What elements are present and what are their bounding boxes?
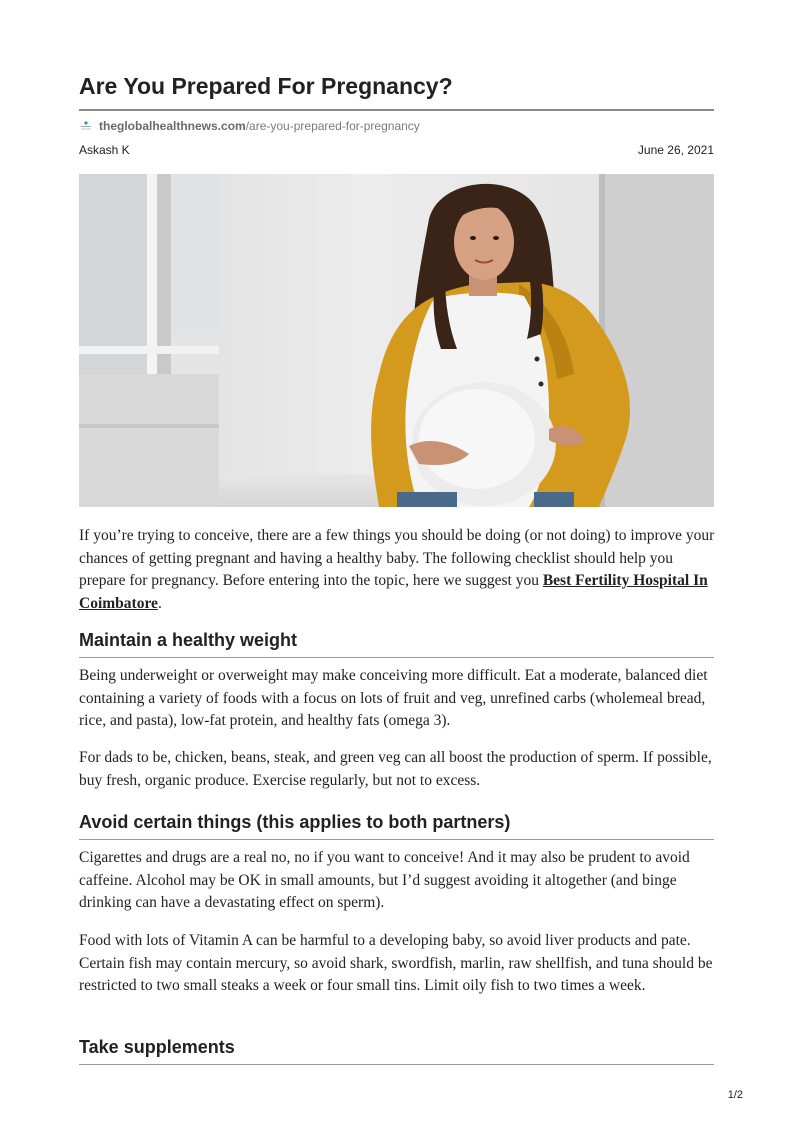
section-divider [79,657,714,658]
intro-paragraph [79,525,719,615]
section-heading-weight: Maintain a healthy weight [79,630,298,650]
section-divider [79,1064,714,1065]
article-meta [79,143,714,159]
hero-image [79,174,714,507]
section-divider [79,839,714,840]
title-divider [79,109,714,111]
weight-paragraph-2: For dads to be, chicken, beans, steak, and green veg can all boost the production of sperm. If possible, buy fresh, organic produce. Exercise regularly, but not to excess. [79,749,712,789]
intro-after-link: . [157,594,162,612]
publish-date: June 26, 2021 [637,143,714,157]
page-number: 1/2 [727,1089,743,1101]
weight-paragraph-1: Being underweight or overweight may make conceiving more difficult. Eat a moderate, balanced diet containing a variety of foods with a focus on lots of fruit and veg, unrefined carbs (wholemeal bread, rice, and pasta), low-fat protein, and healthy fats (omega 3). [79,667,708,729]
source-domain[interactable]: theglobalhealthnews.com [99,119,246,133]
article-title: Are You Prepared For Pregnancy? [79,73,453,99]
source-path[interactable]: /are-you-prepared-for-pregnancy [245,119,420,133]
fertility-hospital-link[interactable]: Best Fertility Hospital In Coimbatore [79,572,708,612]
section-heading-supplements: Take supplements [79,1037,235,1057]
section-heading-avoid: Avoid certain things (this applies to both partners) [79,812,511,832]
avoid-paragraph-2: Food with lots of Vitamin A can be harmful to a developing baby, so avoid liver products and pate. Certain fish may contain mercury, so avoid shark, swordfish, marlin, raw shellfish, and tuna should be restricted to two small steaks a week or four small tins. Limit oily fish to two times a week. [79,932,713,994]
source-line [79,118,420,134]
intro-text: If you’re trying to conceive, there are a few things you should be doing (or not doing) to improve your chances of getting pregnant and having a healthy baby. The following checklist should help you prepare for pregnancy. Before entering into the topic, here we suggest you [79,527,715,589]
site-favicon-icon [79,120,93,132]
avoid-paragraph-1: Cigarettes and drugs are a real no, no if you want to conceive! And it may also be prudent to avoid caffeine. Alcohol may be OK in small amounts, but I’d suggest avoiding it altogether (and binge drinking can have a devastating effect on sperm). [79,849,690,911]
author-name: Askash K [79,143,130,157]
